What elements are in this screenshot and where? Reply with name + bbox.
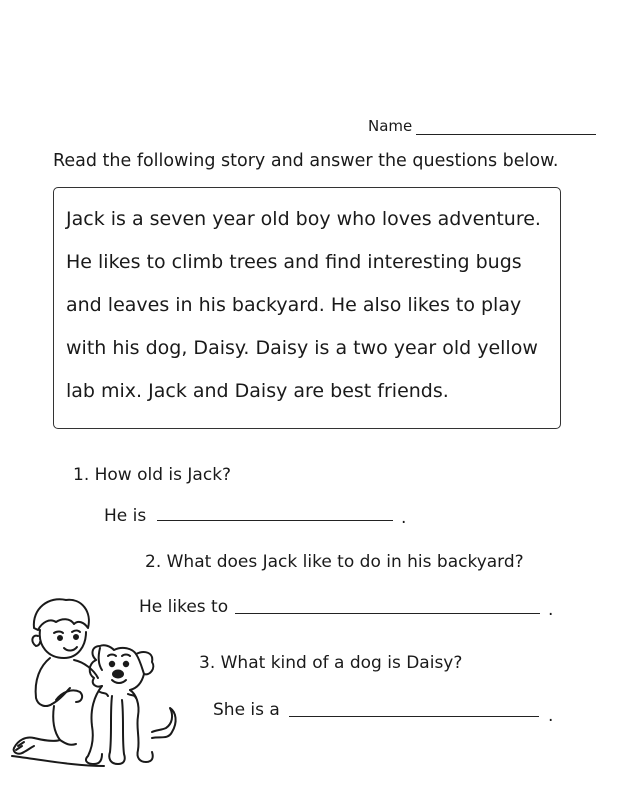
name-input-line[interactable] xyxy=(416,134,596,135)
story-line: with his dog, Daisy. Daisy is a two year old yellow xyxy=(66,337,538,359)
answer-1-prefix: He is xyxy=(104,506,147,526)
story-line: and leaves in his backyard. He also likes to play xyxy=(66,294,522,316)
story-line: Jack is a seven year old boy who loves adventure. xyxy=(66,208,541,230)
question-1: 1. How old is Jack? xyxy=(73,465,232,485)
story-box xyxy=(53,187,561,429)
answer-2-blank[interactable] xyxy=(235,613,540,614)
answer-3-period: . xyxy=(548,706,554,726)
answer-3-blank[interactable] xyxy=(289,716,539,717)
instructions: Read the following story and answer the questions below. xyxy=(53,151,559,171)
question-2: 2. What does Jack like to do in his backyard? xyxy=(145,552,524,572)
boy-and-dog-illustration xyxy=(4,588,194,778)
story-line: He likes to climb trees and find interesting bugs xyxy=(66,251,522,273)
question-3: 3. What kind of a dog is Daisy? xyxy=(199,653,463,673)
story-line: lab mix. Jack and Daisy are best friends. xyxy=(66,380,449,402)
answer-2-prefix: He likes to xyxy=(139,597,229,617)
answer-1-blank[interactable] xyxy=(157,520,393,521)
answer-3-prefix: She is a xyxy=(213,700,280,720)
answer-1-period: . xyxy=(401,508,407,528)
answer-2-period: . xyxy=(548,600,554,620)
name-label: Name xyxy=(368,117,413,135)
